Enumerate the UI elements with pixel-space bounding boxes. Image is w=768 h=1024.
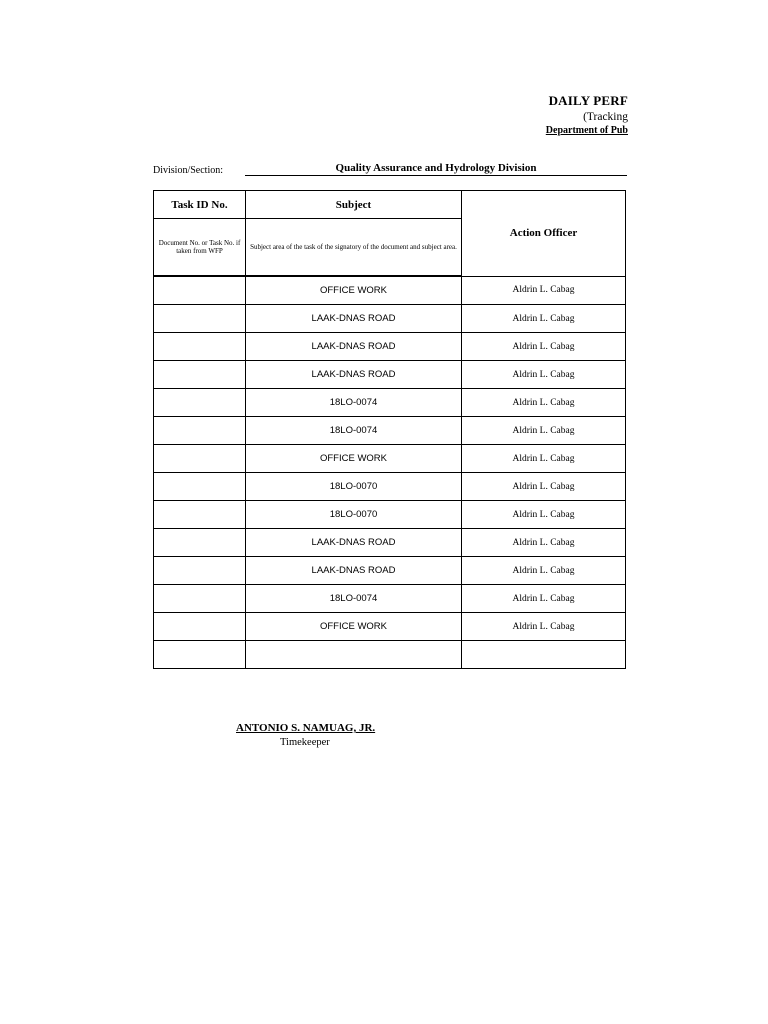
- task-id-cell: [154, 613, 246, 641]
- subject-cell: 18LO-0074: [246, 389, 462, 417]
- table-row: [154, 333, 626, 361]
- division-value: Quality Assurance and Hydrology Division: [245, 162, 627, 176]
- task-table: [153, 190, 626, 669]
- task-id-cell: [154, 276, 246, 305]
- table-row: [154, 445, 626, 473]
- table-row: [154, 641, 626, 669]
- table-row: [154, 361, 626, 389]
- action-officer-cell: Aldrin L. Cabag: [462, 445, 626, 473]
- signatory-name: ANTONIO S. NAMUAG, JR.: [236, 722, 376, 734]
- table-row: [154, 389, 626, 417]
- action-officer-cell: Aldrin L. Cabag: [462, 276, 626, 305]
- table-row: [154, 305, 626, 333]
- header-action-officer: Action Officer: [462, 191, 626, 277]
- table-row: [154, 276, 626, 305]
- subject-cell: 18LO-0070: [246, 501, 462, 529]
- table-row: [154, 557, 626, 585]
- action-officer-cell: Aldrin L. Cabag: [462, 305, 626, 333]
- table-row: [154, 501, 626, 529]
- header-task-id-note: Document No. or Task No. if taken from WFP: [154, 219, 246, 277]
- subject-cell: 18LO-0074: [246, 417, 462, 445]
- task-id-cell: [154, 361, 246, 389]
- subject-cell: LAAK-DNAS ROAD: [246, 361, 462, 389]
- division-label: Division/Section:: [153, 165, 223, 176]
- task-id-cell: [154, 501, 246, 529]
- subject-cell: LAAK-DNAS ROAD: [246, 557, 462, 585]
- table-row: [154, 585, 626, 613]
- task-id-cell: [154, 473, 246, 501]
- task-id-cell: [154, 417, 246, 445]
- task-id-cell: [154, 529, 246, 557]
- task-id-cell: [154, 641, 246, 669]
- action-officer-cell: Aldrin L. Cabag: [462, 417, 626, 445]
- report-title: DAILY PERF: [548, 93, 628, 108]
- task-id-cell: [154, 585, 246, 613]
- subject-cell: 18LO-0074: [246, 585, 462, 613]
- subject-cell: LAAK-DNAS ROAD: [246, 305, 462, 333]
- header-subject-note: Subject area of the task of the signatory of the document and subject area.: [246, 219, 462, 277]
- action-officer-cell: Aldrin L. Cabag: [462, 529, 626, 557]
- action-officer-cell: Aldrin L. Cabag: [462, 613, 626, 641]
- table-row: [154, 473, 626, 501]
- action-officer-cell: Aldrin L. Cabag: [462, 333, 626, 361]
- department-name: Department of Pub: [545, 125, 628, 136]
- subject-cell: LAAK-DNAS ROAD: [246, 529, 462, 557]
- task-table-body: [154, 276, 626, 669]
- action-officer-cell: Aldrin L. Cabag: [462, 585, 626, 613]
- report-subtitle: (Tracking: [583, 111, 628, 123]
- subject-cell: 18LO-0070: [246, 473, 462, 501]
- signatory-role: Timekeeper: [280, 737, 330, 748]
- action-officer-cell: Aldrin L. Cabag: [462, 361, 626, 389]
- task-id-cell: [154, 445, 246, 473]
- table-row: [154, 417, 626, 445]
- subject-cell: LAAK-DNAS ROAD: [246, 333, 462, 361]
- action-officer-cell: Aldrin L. Cabag: [462, 473, 626, 501]
- subject-cell: OFFICE WORK: [246, 276, 462, 305]
- header-task-id: Task ID No.: [154, 191, 246, 219]
- subject-cell: OFFICE WORK: [246, 445, 462, 473]
- table-row: [154, 613, 626, 641]
- action-officer-cell: [462, 641, 626, 669]
- action-officer-cell: Aldrin L. Cabag: [462, 389, 626, 417]
- subject-cell: OFFICE WORK: [246, 613, 462, 641]
- subject-cell: [246, 641, 462, 669]
- task-id-cell: [154, 389, 246, 417]
- header-subject: Subject: [246, 191, 462, 219]
- action-officer-cell: Aldrin L. Cabag: [462, 557, 626, 585]
- task-id-cell: [154, 305, 246, 333]
- table-row: [154, 529, 626, 557]
- task-id-cell: [154, 333, 246, 361]
- task-id-cell: [154, 557, 246, 585]
- action-officer-cell: Aldrin L. Cabag: [462, 501, 626, 529]
